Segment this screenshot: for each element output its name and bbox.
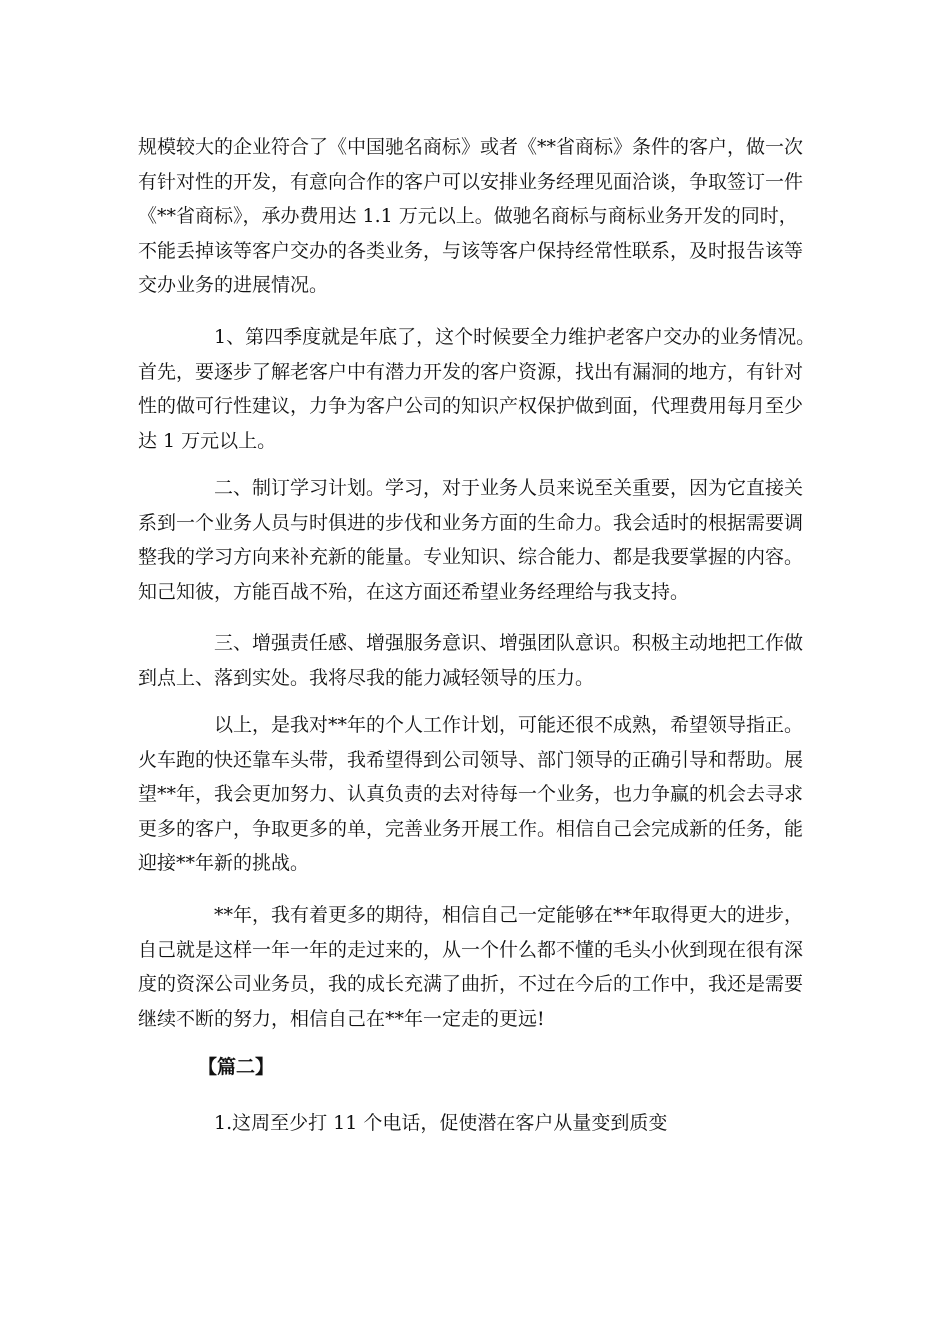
section-heading: 【篇二】 [198, 1056, 275, 1078]
text-line: 1、第四季度就是年底了，这个时候要全力维护老客户交办的业务情况。 [214, 326, 816, 348]
section-heading-part-two [138, 1050, 818, 1085]
text-line: 系到一个业务人员与时俱进的步伐和业务方面的生命力。我会适时的根据需要调 [138, 511, 804, 534]
text-line: 交办业务的进展情况。 [138, 274, 329, 296]
text-line: 不能丢掉该等客户交办的各类业务，与该等客户保持经常性联系，及时报告该等 [138, 239, 804, 262]
text-line: 规模较大的企业符合了《中国驰名商标》或者《**省商标》条件的客户，做一次 [138, 136, 804, 158]
text-line: 1.这周至少打 11 个电话，促使潜在客户从量变到质变 [214, 1112, 668, 1134]
paragraph-expectations [138, 898, 818, 1036]
paragraph-fourth-quarter [138, 320, 818, 458]
text-line: 继续不断的努力，相信自己在**年一定走的更远! [138, 1007, 545, 1030]
text-line: 以上，是我对**年的个人工作计划，可能还很不成熟，希望领导指正。 [214, 714, 804, 736]
text-line: 到点上、落到实处。我将尽我的能力减轻领导的压力。 [138, 666, 595, 689]
text-line: 火车跑的快还靠车头带，我希望得到公司领导、部门领导的正确引导和帮助。展 [138, 748, 804, 771]
text-line: 知己知彼，方能百战不殆，在这方面还希望业务经理给与我支持。 [138, 580, 690, 603]
text-line: 望**年，我会更加努力、认真负责的去对待每一个业务，也力争赢的机会去寻求 [138, 783, 804, 805]
paragraph-summary [138, 708, 818, 881]
text-line: 三、增强责任感、增强服务意识、增强团队意识。积极主动地把工作做 [214, 632, 804, 654]
text-line: **年，我有着更多的期待，相信自己一定能够在**年取得更大的进步， [214, 904, 804, 926]
text-line: 迎接**年新的挑战。 [138, 852, 310, 874]
text-line: 更多的客户，争取更多的单，完善业务开展工作。相信自己会完成新的任务，能 [138, 817, 804, 840]
text-line: 《**省商标》，承办费用达 1.1 万元以上。做驰名商标与商标业务开发的同时， [138, 205, 798, 227]
paragraph-trademark-clients [138, 130, 818, 303]
text-line: 性的做可行性建议，力争为客户公司的知识产权保护做到面，代理费用每月至少 [138, 395, 804, 417]
text-line: 自己就是这样一年一年的走过来的，从一个什么都不懂的毛头小伙到现在很有深 [138, 938, 804, 961]
paragraph-study-plan [138, 471, 818, 609]
paragraph-responsibility [138, 626, 818, 695]
text-line: 二、制订学习计划。学习，对于业务人员来说至关重要，因为它直接关 [214, 477, 804, 499]
text-line: 有针对性的开发，有意向合作的客户可以安排业务经理见面洽谈，争取签订一件 [138, 170, 804, 193]
text-line: 首先，要逐步了解老客户中有潜力开发的客户资源，找出有漏洞的地方，有针对 [138, 360, 804, 383]
text-line: 度的资深公司业务员，我的成长充满了曲折，不过在今后的工作中，我还是需要 [138, 973, 804, 995]
text-line: 达 1 万元以上。 [138, 429, 277, 452]
text-line: 整我的学习方向来补充新的能量。专业知识、综合能力、都是我要掌握的内容。 [138, 546, 804, 568]
paragraph-phone-calls [138, 1106, 818, 1141]
